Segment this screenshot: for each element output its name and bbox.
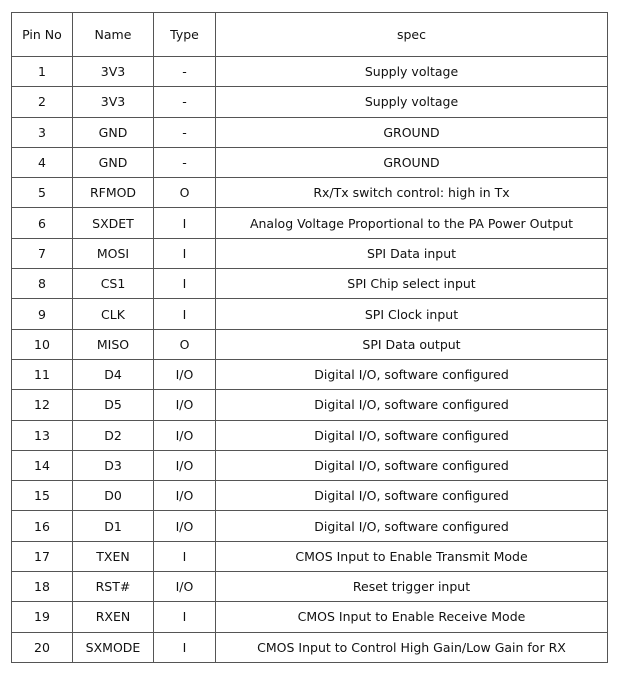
table-row	[12, 208, 608, 238]
spec-cell: Digital I/O, software configured	[216, 359, 608, 389]
name-cell: MISO	[73, 329, 154, 359]
pin-no-cell: 3	[12, 117, 73, 147]
name-cell: RFMOD	[73, 178, 154, 208]
type-cell: I	[154, 299, 216, 329]
spec-cell: CMOS Input to Enable Receive Mode	[216, 602, 608, 632]
table-row	[12, 117, 608, 147]
spec-cell: Reset trigger input	[216, 572, 608, 602]
type-cell: I/O	[154, 450, 216, 480]
name-cell: SXDET	[73, 208, 154, 238]
header-type: Type	[154, 13, 216, 57]
spec-cell: SPI Clock input	[216, 299, 608, 329]
header-pin-no: Pin No	[12, 13, 73, 57]
type-cell: -	[154, 57, 216, 87]
name-cell: D1	[73, 511, 154, 541]
spec-cell: Digital I/O, software configured	[216, 420, 608, 450]
type-cell: I	[154, 208, 216, 238]
table-row	[12, 420, 608, 450]
type-cell: I/O	[154, 481, 216, 511]
spec-cell: Digital I/O, software configured	[216, 481, 608, 511]
pin-no-cell: 9	[12, 299, 73, 329]
table-row	[12, 178, 608, 208]
table-row	[12, 602, 608, 632]
spec-cell: Digital I/O, software configured	[216, 390, 608, 420]
type-cell: I	[154, 238, 216, 268]
table-row	[12, 147, 608, 177]
type-cell: -	[154, 87, 216, 117]
name-cell: D0	[73, 481, 154, 511]
pin-no-cell: 4	[12, 147, 73, 177]
pin-no-cell: 12	[12, 390, 73, 420]
type-cell: I/O	[154, 420, 216, 450]
type-cell: I	[154, 541, 216, 571]
spec-cell: GROUND	[216, 117, 608, 147]
type-cell: I/O	[154, 511, 216, 541]
header-spec: spec	[216, 13, 608, 57]
header-row	[12, 13, 608, 57]
table-row	[12, 299, 608, 329]
pin-no-cell: 18	[12, 572, 73, 602]
name-cell: CLK	[73, 299, 154, 329]
spec-cell: CMOS Input to Control High Gain/Low Gain for RX	[216, 632, 608, 662]
pin-no-cell: 1	[12, 57, 73, 87]
spec-cell: SPI Data input	[216, 238, 608, 268]
type-cell: I/O	[154, 359, 216, 389]
spec-cell: CMOS Input to Enable Transmit Mode	[216, 541, 608, 571]
name-cell: D3	[73, 450, 154, 480]
spec-cell: Digital I/O, software configured	[216, 511, 608, 541]
name-cell: CS1	[73, 269, 154, 299]
table-row	[12, 269, 608, 299]
name-cell: 3V3	[73, 57, 154, 87]
name-cell: D5	[73, 390, 154, 420]
name-cell: 3V3	[73, 87, 154, 117]
table-row	[12, 359, 608, 389]
spec-cell: GROUND	[216, 147, 608, 177]
table-row	[12, 450, 608, 480]
spec-cell: Supply voltage	[216, 57, 608, 87]
pin-no-cell: 5	[12, 178, 73, 208]
table-row	[12, 87, 608, 117]
pin-no-cell: 6	[12, 208, 73, 238]
table-row	[12, 238, 608, 268]
type-cell: I	[154, 269, 216, 299]
spec-cell: Analog Voltage Proportional to the PA Power Output	[216, 208, 608, 238]
name-cell: D2	[73, 420, 154, 450]
type-cell: O	[154, 329, 216, 359]
table-row	[12, 511, 608, 541]
pin-no-cell: 10	[12, 329, 73, 359]
table-row	[12, 541, 608, 571]
type-cell: -	[154, 147, 216, 177]
pin-no-cell: 2	[12, 87, 73, 117]
header-name: Name	[73, 13, 154, 57]
pin-no-cell: 16	[12, 511, 73, 541]
type-cell: I/O	[154, 390, 216, 420]
pin-no-cell: 15	[12, 481, 73, 511]
type-cell: -	[154, 117, 216, 147]
table-header	[12, 13, 608, 57]
pin-no-cell: 13	[12, 420, 73, 450]
table-row	[12, 572, 608, 602]
table-row	[12, 481, 608, 511]
table-row	[12, 57, 608, 87]
pin-no-cell: 20	[12, 632, 73, 662]
type-cell: I	[154, 632, 216, 662]
pin-table	[11, 12, 608, 663]
table-row	[12, 329, 608, 359]
pin-no-cell: 17	[12, 541, 73, 571]
type-cell: I/O	[154, 572, 216, 602]
name-cell: D4	[73, 359, 154, 389]
pin-no-cell: 19	[12, 602, 73, 632]
spec-cell: SPI Chip select input	[216, 269, 608, 299]
name-cell: SXMODE	[73, 632, 154, 662]
name-cell: TXEN	[73, 541, 154, 571]
type-cell: O	[154, 178, 216, 208]
spec-cell: Digital I/O, software configured	[216, 450, 608, 480]
name-cell: MOSI	[73, 238, 154, 268]
name-cell: RST#	[73, 572, 154, 602]
name-cell: GND	[73, 117, 154, 147]
table-row	[12, 390, 608, 420]
spec-cell: Rx/Tx switch control: high in Tx	[216, 178, 608, 208]
pin-no-cell: 14	[12, 450, 73, 480]
type-cell: I	[154, 602, 216, 632]
table-body	[12, 57, 608, 663]
pin-no-cell: 7	[12, 238, 73, 268]
name-cell: RXEN	[73, 602, 154, 632]
name-cell: GND	[73, 147, 154, 177]
spec-cell: Supply voltage	[216, 87, 608, 117]
table-row	[12, 632, 608, 662]
pin-no-cell: 8	[12, 269, 73, 299]
pin-no-cell: 11	[12, 359, 73, 389]
spec-cell: SPI Data output	[216, 329, 608, 359]
